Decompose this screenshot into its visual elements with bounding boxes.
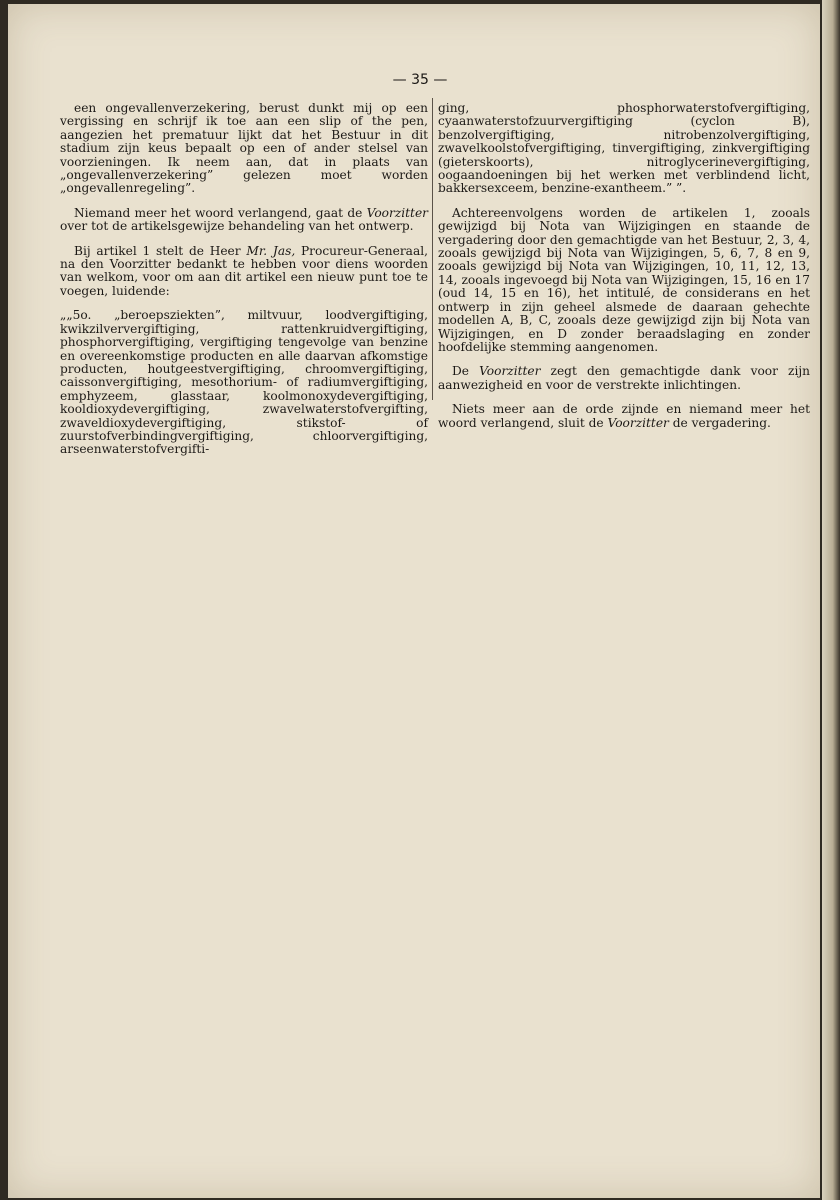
paragraph-occupational-diseases: „„5o. „beroepsziekten”, miltvuur, loodvergiftiging, kwikzilververgiftiging, rattenkruidvergiftiging, phosphorvergiftiging, vergiftiging tengevolge van benzine en overeenkomstige producten en alle daarvan afkomstige producten, houtgeestvergiftiging, chroomvergiftiging, caissonvergiftiging, mesothorium- of radiumvergiftiging, emphyzeem, glasstaar, koolmonoxydevergiftiging, kooldioxydevergiftiging, zwavelwaterstofvergifting, zwaveldioxydevergiftiging, stikstof- of zuurstofverbindingvergiftiging, chloorvergiftiging, arseenwaterstofvergifti- (60, 308, 428, 457)
paragraph-diseases-continued: ging, phosphorwaterstofvergiftiging, cyaanwaterstofzuurvergiftiging (cyclon B), benzolvergiftiging, nitrobenzolvergiftiging, zwavelkoolstofvergiftiging, tinvergiftiging, zinkvergiftiging (gieterskoorts), nitroglycerinevergiftiging, oogaandoeningen bij het werken met verblindend licht, bakkersexceem, benzine-exantheem.” ”. (438, 101, 810, 196)
adjacent-page-edge (822, 0, 840, 1200)
page-number: — 35 — (392, 72, 448, 88)
speaker-jas: Mr. Jas, (246, 243, 296, 258)
speaker-chairman: Voorzitter (607, 415, 669, 430)
paragraph-article-1: Bij artikel 1 stelt de Heer Mr. Jas, Procureur-Generaal, na den Voorzitter bedankt te hebben voor diens woorden van welkom, voor om aan dit artikel een nieuw punt toe te voegen, luidende: (60, 243, 428, 298)
left-column (60, 102, 428, 468)
paragraph-insurance-remark: een ongevallenverzekering, berust dunkt mij op een vergissing en schrijf ik toe aan een slip of the pen, aangezien het prematuur lijkt dat het Bestuur in dit stadium zijn keus bepaalt op een of ander stelsel van voorzieningen. Ik neem aan, dat in plaats van „ongevallenverzekering” gelezen moet worden „ongevallenregeling”. (60, 101, 428, 196)
paragraph-article-discussion: Niemand meer het woord verlangend, gaat de Voorzitter over tot de artikelsgewijze behandeling van het ontwerp. (60, 205, 428, 234)
speaker-chairman: Voorzitter (366, 205, 428, 220)
speaker-chairman: Voorzitter (479, 364, 541, 379)
right-column (438, 102, 810, 441)
paragraph-closing: Niets meer aan de orde zijnde en niemand meer het woord verlangend, sluit de Voorzitter de vergadering. (438, 402, 810, 430)
column-divider (432, 98, 433, 400)
paragraph-thanks: De Voorzitter zegt den gemachtigde dank voor zijn aanwezigheid en voor de verstrekte inlichtingen. (438, 364, 811, 392)
paragraph-articles-adopted: Achtereenvolgens worden de artikelen 1, zooals gewijzigd bij Nota van Wijzigingen en staande de vergadering door den gemachtigde van het Bestuur, 2, 3, 4, zooals gewijzigd bij Nota van Wijzigingen, 5, 6, 7, 8 en 9, zooals gewijzigd bij Nota van Wijzigingen, 10, 11, 12, 13, 14, zooals ingevoegd bij Nota van Wijzigingen, 15, 16 en 17 (oud 14, 15 en 16), het intitulé, de considerans en het ontwerp in zijn geheel alsmede de daaraan gehechte modellen A, B, C, zooals deze gewijzigd zijn bij Nota van Wijzigingen, en D zonder beraadslaging en zonder hoofdelijke stemming aangenomen. (438, 205, 810, 354)
